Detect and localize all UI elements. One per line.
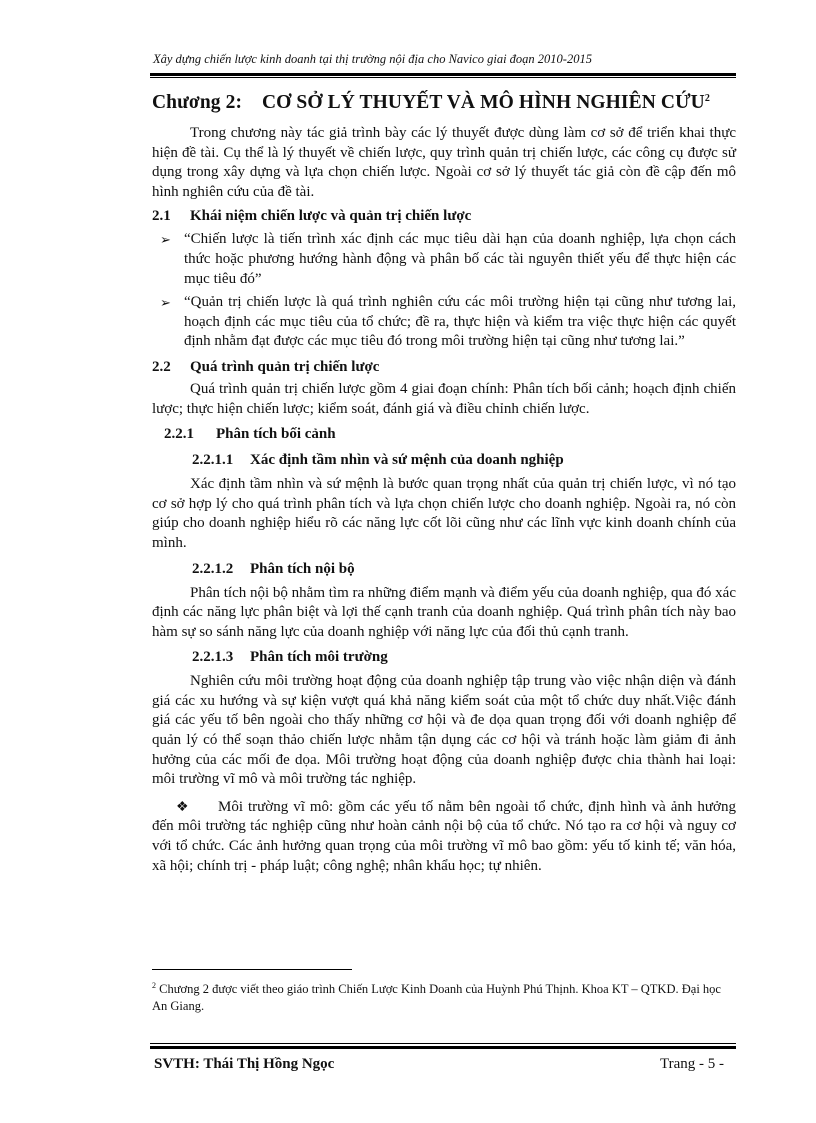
section-paragraph: Xác định tầm nhìn và sứ mệnh là bước quan trọng nhất của quản trị chiến lược, vì nó tạo cơ sở hợp lý cho quá trình phân tích và lựa chọn chiến lược cho doanh nghiệp. Ngoài ra, nó còn giúp cho doanh nghiệp hiểu rõ các năng lực cốt lõi cũng như các lĩnh vực kinh doanh chính của mình.	[152, 476, 736, 551]
footer-author: SVTH: Thái Thị Hồng Ngọc	[154, 1056, 335, 1072]
section-heading-2-2-1	[164, 423, 736, 445]
section-title: Xác định tầm nhìn và sứ mệnh của doanh nghiệp	[250, 452, 564, 469]
section-number: 2.2.1.1	[192, 452, 234, 469]
chapter-footnote-ref: 2	[704, 93, 710, 104]
arrow-bullet-icon: ➢	[160, 232, 171, 248]
section-paragraph: Quá trình quản trị chiến lược gồm 4 giai đoạn chính: Phân tích bối cảnh; hoạch định chiến lược; thực hiện chiến lược; kiểm soát, đánh giá và điều chỉnh chiến lược.	[152, 380, 736, 417]
chapter-number: Chương 2:	[152, 92, 243, 113]
section-number: 2.2.1.3	[192, 649, 234, 666]
footnote-text: Chương 2 được viết theo giáo trình Chiến Lược Kinh Doanh của Huỳnh Phú Thịnh. Khoa KT – QTKD. Đại học An Giang.	[152, 982, 721, 1013]
footer-rule-thick	[150, 1046, 736, 1049]
section-title: Phân tích môi trường	[250, 649, 388, 666]
diamond-bullet-icon: ❖	[176, 799, 189, 815]
section-heading-2-2-1-2	[192, 558, 736, 580]
header-rule-thick	[150, 73, 736, 76]
diamond-bullet-paragraph	[152, 798, 736, 876]
bullet-item	[152, 230, 736, 289]
footer-rule-thin	[150, 1043, 736, 1044]
footnote-number: 2	[152, 981, 156, 990]
footnote	[152, 977, 736, 1015]
section-title: Phân tích nội bộ	[250, 560, 355, 577]
section-heading-2-2	[152, 356, 736, 378]
section-paragraph: Phân tích nội bộ nhằm tìm ra những điểm mạnh và điểm yếu của doanh nghiệp, qua đó xác định các năng lực phân biệt và lợi thế cạnh tranh của doanh nghiệp. Quá trình phân tích này bao hàm sự so sánh năng lực của doanh nghiệp với năng lực của đối thủ cạnh tranh.	[152, 584, 736, 640]
chapter-title	[152, 92, 736, 114]
bullet-text: “Quản trị chiến lược là quá trình nghiên cứu các môi trường hiện tại cũng như tương lai, hoạch định các mục tiêu của tổ chức; đề ra, thực hiện và kiểm tra việc thực hiện các quyết định nhằm đạt được các mục tiêu đó trong môi trường hiện tại cũng như tương lai.”	[184, 294, 736, 350]
section-title: Phân tích bối cảnh	[216, 426, 336, 443]
footnote-separator	[152, 969, 352, 970]
bullet-text: “Chiến lược là tiến trình xác định các mục tiêu dài hạn của doanh nghiệp, lựa chọn cách thức hoặc phương hướng hành động và phân bố các tài nguyên thiết yếu để thực hiện các mục tiêu đó”	[184, 231, 736, 287]
main-content	[152, 92, 736, 876]
header-rule-thin	[150, 77, 736, 78]
section-number: 2.2.1	[164, 426, 194, 443]
section-number: 2.1	[152, 208, 171, 225]
section-title: Khái niệm chiến lược và quản trị chiến lược	[190, 208, 472, 225]
section-heading-2-1	[152, 205, 736, 227]
diamond-bullet-text: Môi trường vĩ mô: gồm các yếu tố nằm bên ngoài tổ chức, định hình và ảnh hưởng đến môi trường tác nghiệp cũng như hoàn cảnh nội bộ của tổ chức. Nó tạo ra cơ hội và nguy cơ với tổ chức. Các ảnh hưởng quan trọng của môi trường vĩ mô bao gồm: yếu tố kinh tế; văn hóa, xã hội; chính trị - pháp luật; công nghệ; nhân khẩu học; tự nhiên.	[152, 798, 736, 874]
intro-paragraph: Trong chương này tác giả trình bày các lý thuyết được dùng làm cơ sở để triển khai thực hiện đề tài. Cụ thể là lý thuyết về chiến lược, quy trình quản trị chiến lược, các công cụ được sử dụng trong xây dựng và lựa chọn chiến lược. Ngoài cơ sở lý thuyết tác giả còn đề cập đến mô hình nghiên cứu của đề tài.	[152, 125, 736, 200]
section-heading-2-2-1-3	[192, 646, 736, 668]
section-paragraph: Nghiên cứu môi trường hoạt động của doanh nghiệp tập trung vào việc nhận diện và đánh giá các xu hướng và sự kiện vượt quá khả năng kiểm soát của một tổ chức duy nhất.Việc đánh giá các yếu tố bên ngoài cho thấy những cơ hội và đe dọa quan trọng đối với doanh nghiệp để quản lý có thể soạn thảo chiến lược nhằm tận dụng các cơ hội và tránh hoặc làm giảm đi ảnh hưởng của các mối đe dọa. Môi trường hoạt động của doanh nghiệp được chia thành hai loại: môi trường vĩ mô và môi trường tác nghiệp.	[152, 673, 736, 788]
arrow-bullet-icon: ➢	[160, 295, 171, 311]
running-header: Xây dựng chiến lược kinh doanh tại thị trường nội địa cho Navico giai đoạn 2010-2015	[153, 52, 592, 66]
chapter-title-text: CƠ SỞ LÝ THUYẾT VÀ MÔ HÌNH NGHIÊN CỨU	[262, 92, 705, 113]
section-title: Quá trình quản trị chiến lược	[190, 358, 380, 375]
section-heading-2-2-1-1	[192, 449, 736, 471]
section-number: 2.2	[152, 358, 171, 375]
footer-page-number: Trang - 5 -	[659, 1056, 724, 1072]
bullet-item	[152, 293, 736, 352]
section-number: 2.2.1.2	[192, 560, 234, 577]
